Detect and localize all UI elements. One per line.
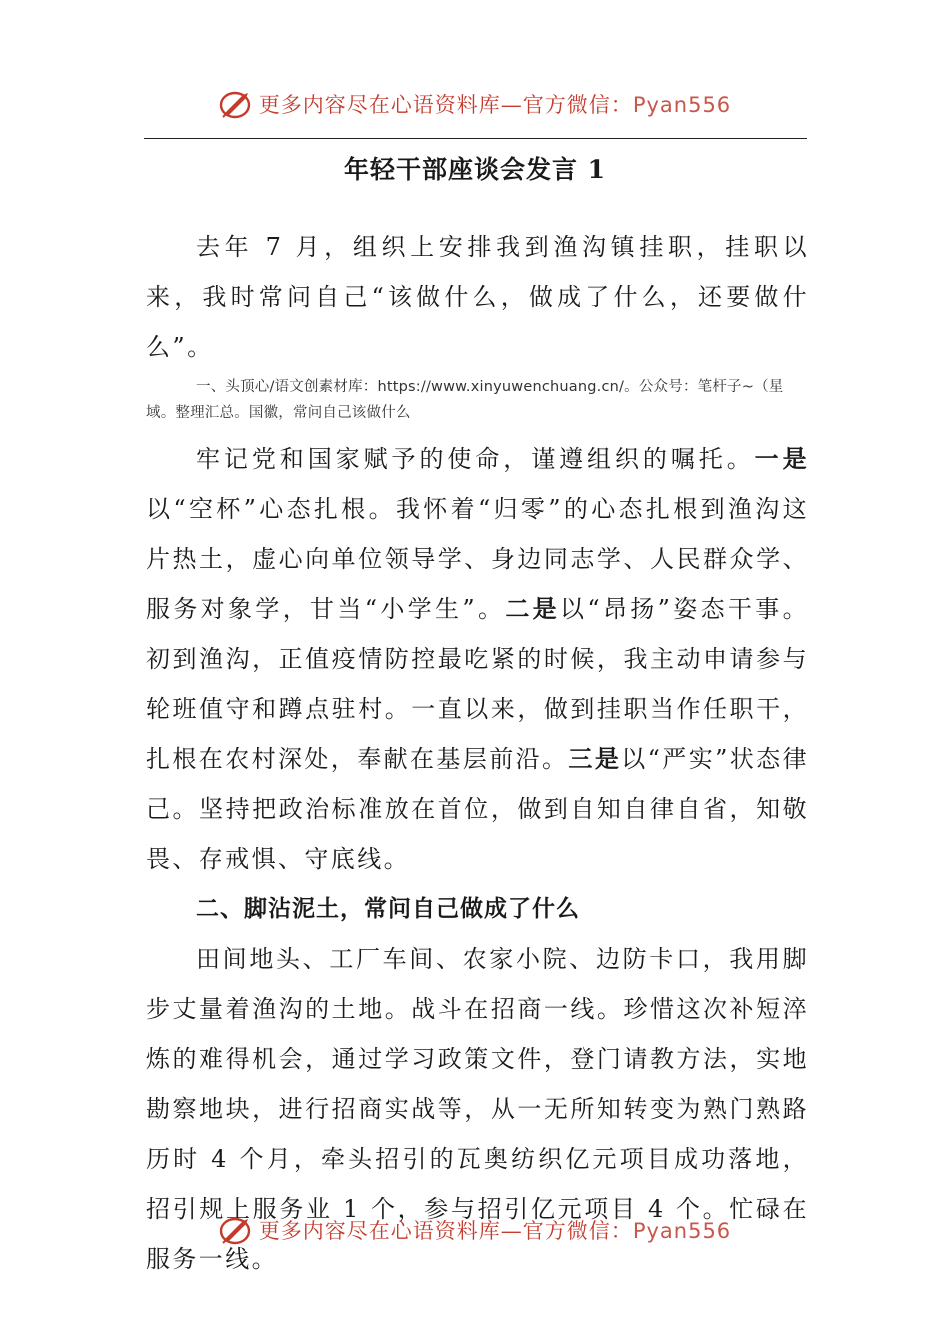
p2-marker-3: 三是 (568, 744, 622, 773)
section-heading-2: 二、脚沾泥土，常问自己做成了什么 (196, 896, 580, 922)
header-rule (144, 138, 807, 139)
p2-marker-1: 一是 (754, 444, 809, 473)
paragraph-3: 田间地头、工厂车间、农家小院、边防卡口，我用脚步丈量着渔沟的土地。战斗在招商一线。珍惜这次补短淬炼的难得机会，通过学习政策文件，登门请教方法，实地勘察地块，进行招商实战等，从一无所知转变为熟门熟路历时 4 个月，牵头招引的瓦奥纺织亿元项目成功落地，招引规上服务业 1 个，参与招引亿元项目 4 个。忙碌在服务一线。 (146, 945, 809, 1273)
document-title: 年轻干部座谈会发言 1 (343, 155, 607, 184)
p2-point-3: 以“严实”状态律己。坚持把政治标准放在首位，做到自知自律自省，知敬畏、存戒惧、守底线。 (146, 745, 809, 873)
p2-point-1: 以“空杯”心态扎根。我怀着“归零”的心态扎根到渔沟这片热土，虚心向单位领导学、身边同志学、人民群众学、服务对象学，甘当“小学生”。 (146, 495, 809, 623)
document-body (146, 222, 809, 1284)
pen-circle-icon (219, 1215, 253, 1245)
banner-label: 更多内容尽在心语资料库—官方微信： (258, 93, 633, 117)
header-banner (0, 84, 950, 124)
banner-inner (219, 89, 731, 119)
banner-text (259, 89, 731, 119)
footer-banner (0, 1210, 950, 1250)
p2-marker-2: 二是 (505, 594, 560, 623)
p2-intro: 牢记党和国家赋予的使命，谨遵组织的嘱托。 (196, 445, 755, 473)
footer-banner-wechat: Pyan556 (632, 1219, 732, 1243)
banner-wechat: Pyan556 (632, 93, 732, 117)
paragraph-1: 去年 7 月，组织上安排我到渔沟镇挂职，挂职以来，我时常问自己“该做什么，做成了什么，还要做什么”。 (146, 233, 809, 361)
footer-banner-label: 更多内容尽在心语资料库—官方微信： (258, 1219, 633, 1243)
pen-circle-icon (219, 89, 253, 119)
p2-point-2: 以“昂扬”姿态干事。初到渔沟，正值疫情防控最吃紧的时候，我主动申请参与轮班值守和蹲点驻村。一直以来，做到挂职当作任职干，扎根在农村深处，奉献在基层前沿。 (146, 595, 809, 773)
paragraph-2 (146, 434, 809, 884)
footer-banner-text (259, 1215, 731, 1245)
footer-banner-inner (219, 1215, 731, 1245)
source-note: 一、头顶心/语文创素材库：https://www.xinyuwenchuang.cn/。公众号：笔杆子~（星域。整理汇总。国徽，常问自己该做什么 (146, 379, 784, 421)
